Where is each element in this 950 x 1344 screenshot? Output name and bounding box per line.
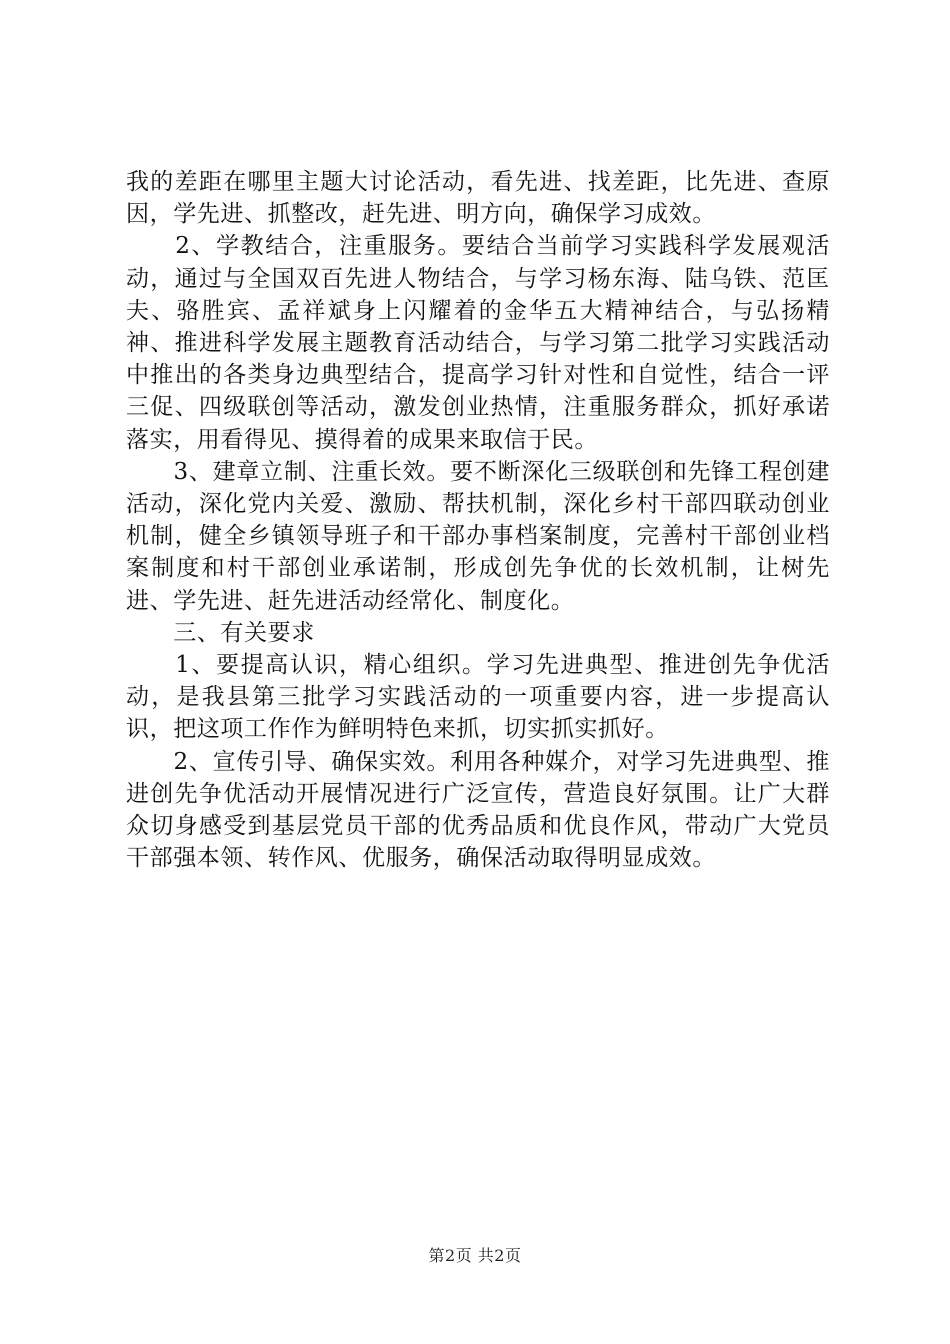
paragraph-long-term-mechanism: 3、建章立制、注重长效。要不断深化三级联创和先锋工程创建活动，深化党内关爱、激励、帮扶机制，深化乡村干部四联动创业机制，健全乡镇领导班子和干部办事档案制度，完善村干部创业档案制度和村干部创业承诺制，形成创先争优的长效机制，让树先进、学先进、赶先进活动经常化、制度化。 [126,458,830,614]
page-footer: 第2页 共2页 [428,1246,522,1265]
paragraph-continuation: 我的差距在哪里主题大讨论活动，看先进、找差距，比先进、查原因，学先进、抓整改，赶先进、明方向，确保学习成效。 [126,169,830,228]
paragraph-study-and-teach: 2、学教结合，注重服务。要结合当前学习实践科学发展观活动，通过与全国双百先进人物结合，与学习杨东海、陆乌铁、范匡夫、骆胜宾、孟祥斌身上闪耀着的金华五大精神结合，与弘扬精神、推进科学发展主题教育活动结合，与学习第二批学习实践活动中推出的各类身边典型结合，提高学习针对性和自觉性，结合一评三促、四级联创等活动，激发创业热情，注重服务群众，抓好承诺落实，用看得见、摸得着的成果来取信于民。 [126,233,830,453]
document-body [126,166,830,874]
section-heading-requirements: 三、有关要求 [126,619,315,646]
paragraph-publicity: 2、宣传引导、确保实效。利用各种媒介，对学习先进典型、推进创先争优活动开展情况进行广泛宣传，营造良好氛围。让广大群众切身感受到基层党员干部的优秀品质和优良作风，带动广大党员干部强本领、转作风、优服务，确保活动取得明显成效。 [126,748,830,872]
paragraph-raise-awareness: 1、要提高认识，精心组织。学习先进典型、推进创先争优活动，是我县第三批学习实践活动的一项重要内容，进一步提高认识，把这项工作作为鲜明特色来抓，切实抓实抓好。 [126,652,830,743]
